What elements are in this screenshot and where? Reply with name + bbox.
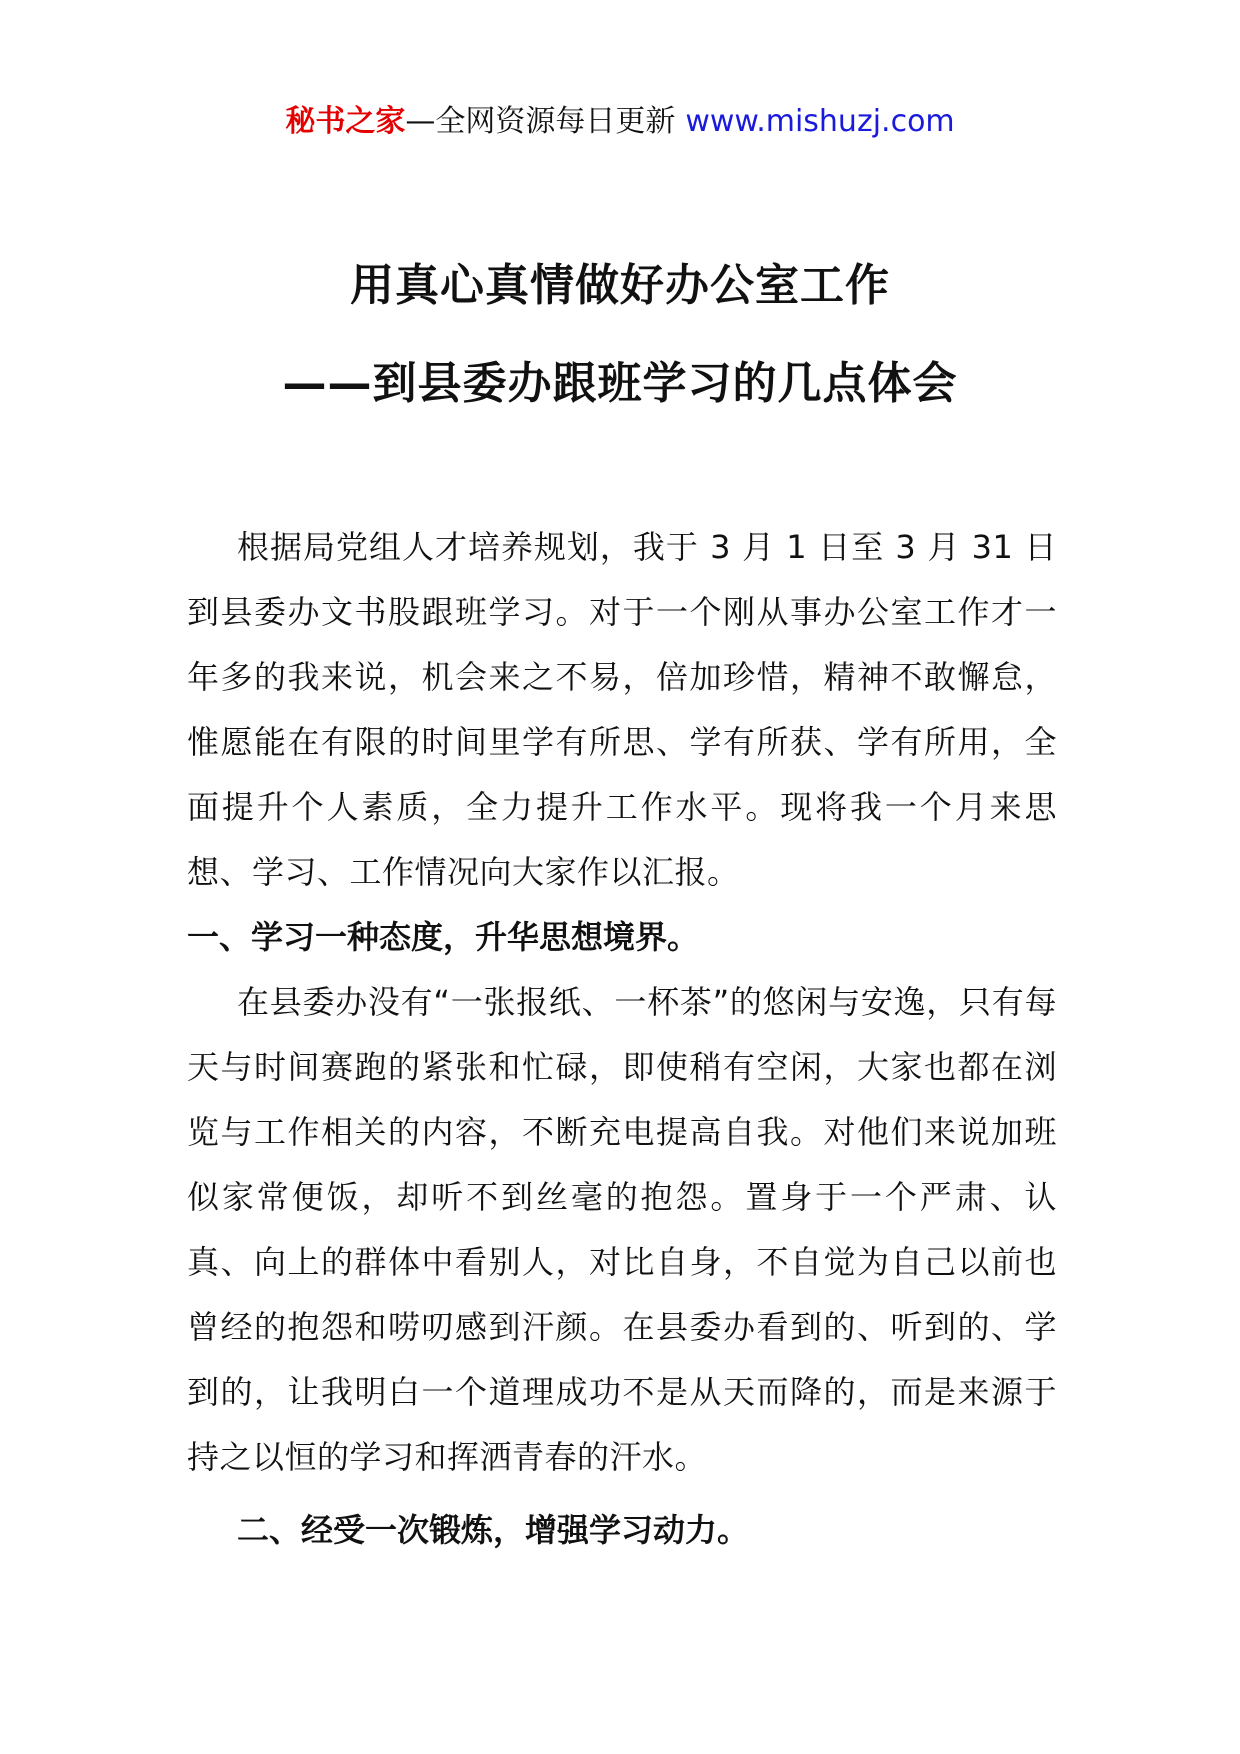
- site-slogan: —全网资源每日更新: [405, 104, 676, 139]
- paragraph-intro: 根据局党组人才培养规划，我于 3 月 1 日至 3 月 31 日到县委办文书股跟班学习。对于一个刚从事办公室工作才一年多的我来说，机会来之不易，倍加珍惜，精神不敢懈怠，惟愿能在有限的时间里学有所思、学有所获、学有所用，全面提升个人素质，全力提升工作水平。现将我一个月来思想、学习、工作情况向大家作以汇报。: [187, 528, 1057, 891]
- document-body: [187, 515, 1057, 1563]
- site-brand: 秘书之家: [285, 104, 406, 139]
- paragraph-section-1: 在县委办没有“一张报纸、一杯茶”的悠闲与安逸，只有每天与时间赛跑的紧张和忙碌，即使稍有空闲，大家也都在浏览与工作相关的内容，不断充电提高自我。对他们来说加班似家常便饭，却听不到丝毫的抱怨。置身于一个严肃、认真、向上的群体中看别人，对比自身，不自觉为自己以前也曾经的抱怨和唠叨感到汗颜。在县委办看到的、听到的、学到的，让我明白一个道理成功不是从天而降的，而是来源于持之以恒的学习和挥洒青春的汗水。: [187, 983, 1057, 1476]
- document-subtitle: ——到县委办跟班学习的几点体会: [282, 358, 958, 409]
- site-header: [0, 102, 1240, 142]
- site-url[interactable]: www.mishuzj.com: [685, 104, 955, 139]
- section-heading-2: 二、经受一次锻炼，增强学习动力。: [237, 1511, 750, 1549]
- document-title: 用真心真情做好办公室工作: [350, 260, 890, 311]
- section-heading-1: 一、学习一种态度，升华思想境界。: [187, 918, 700, 956]
